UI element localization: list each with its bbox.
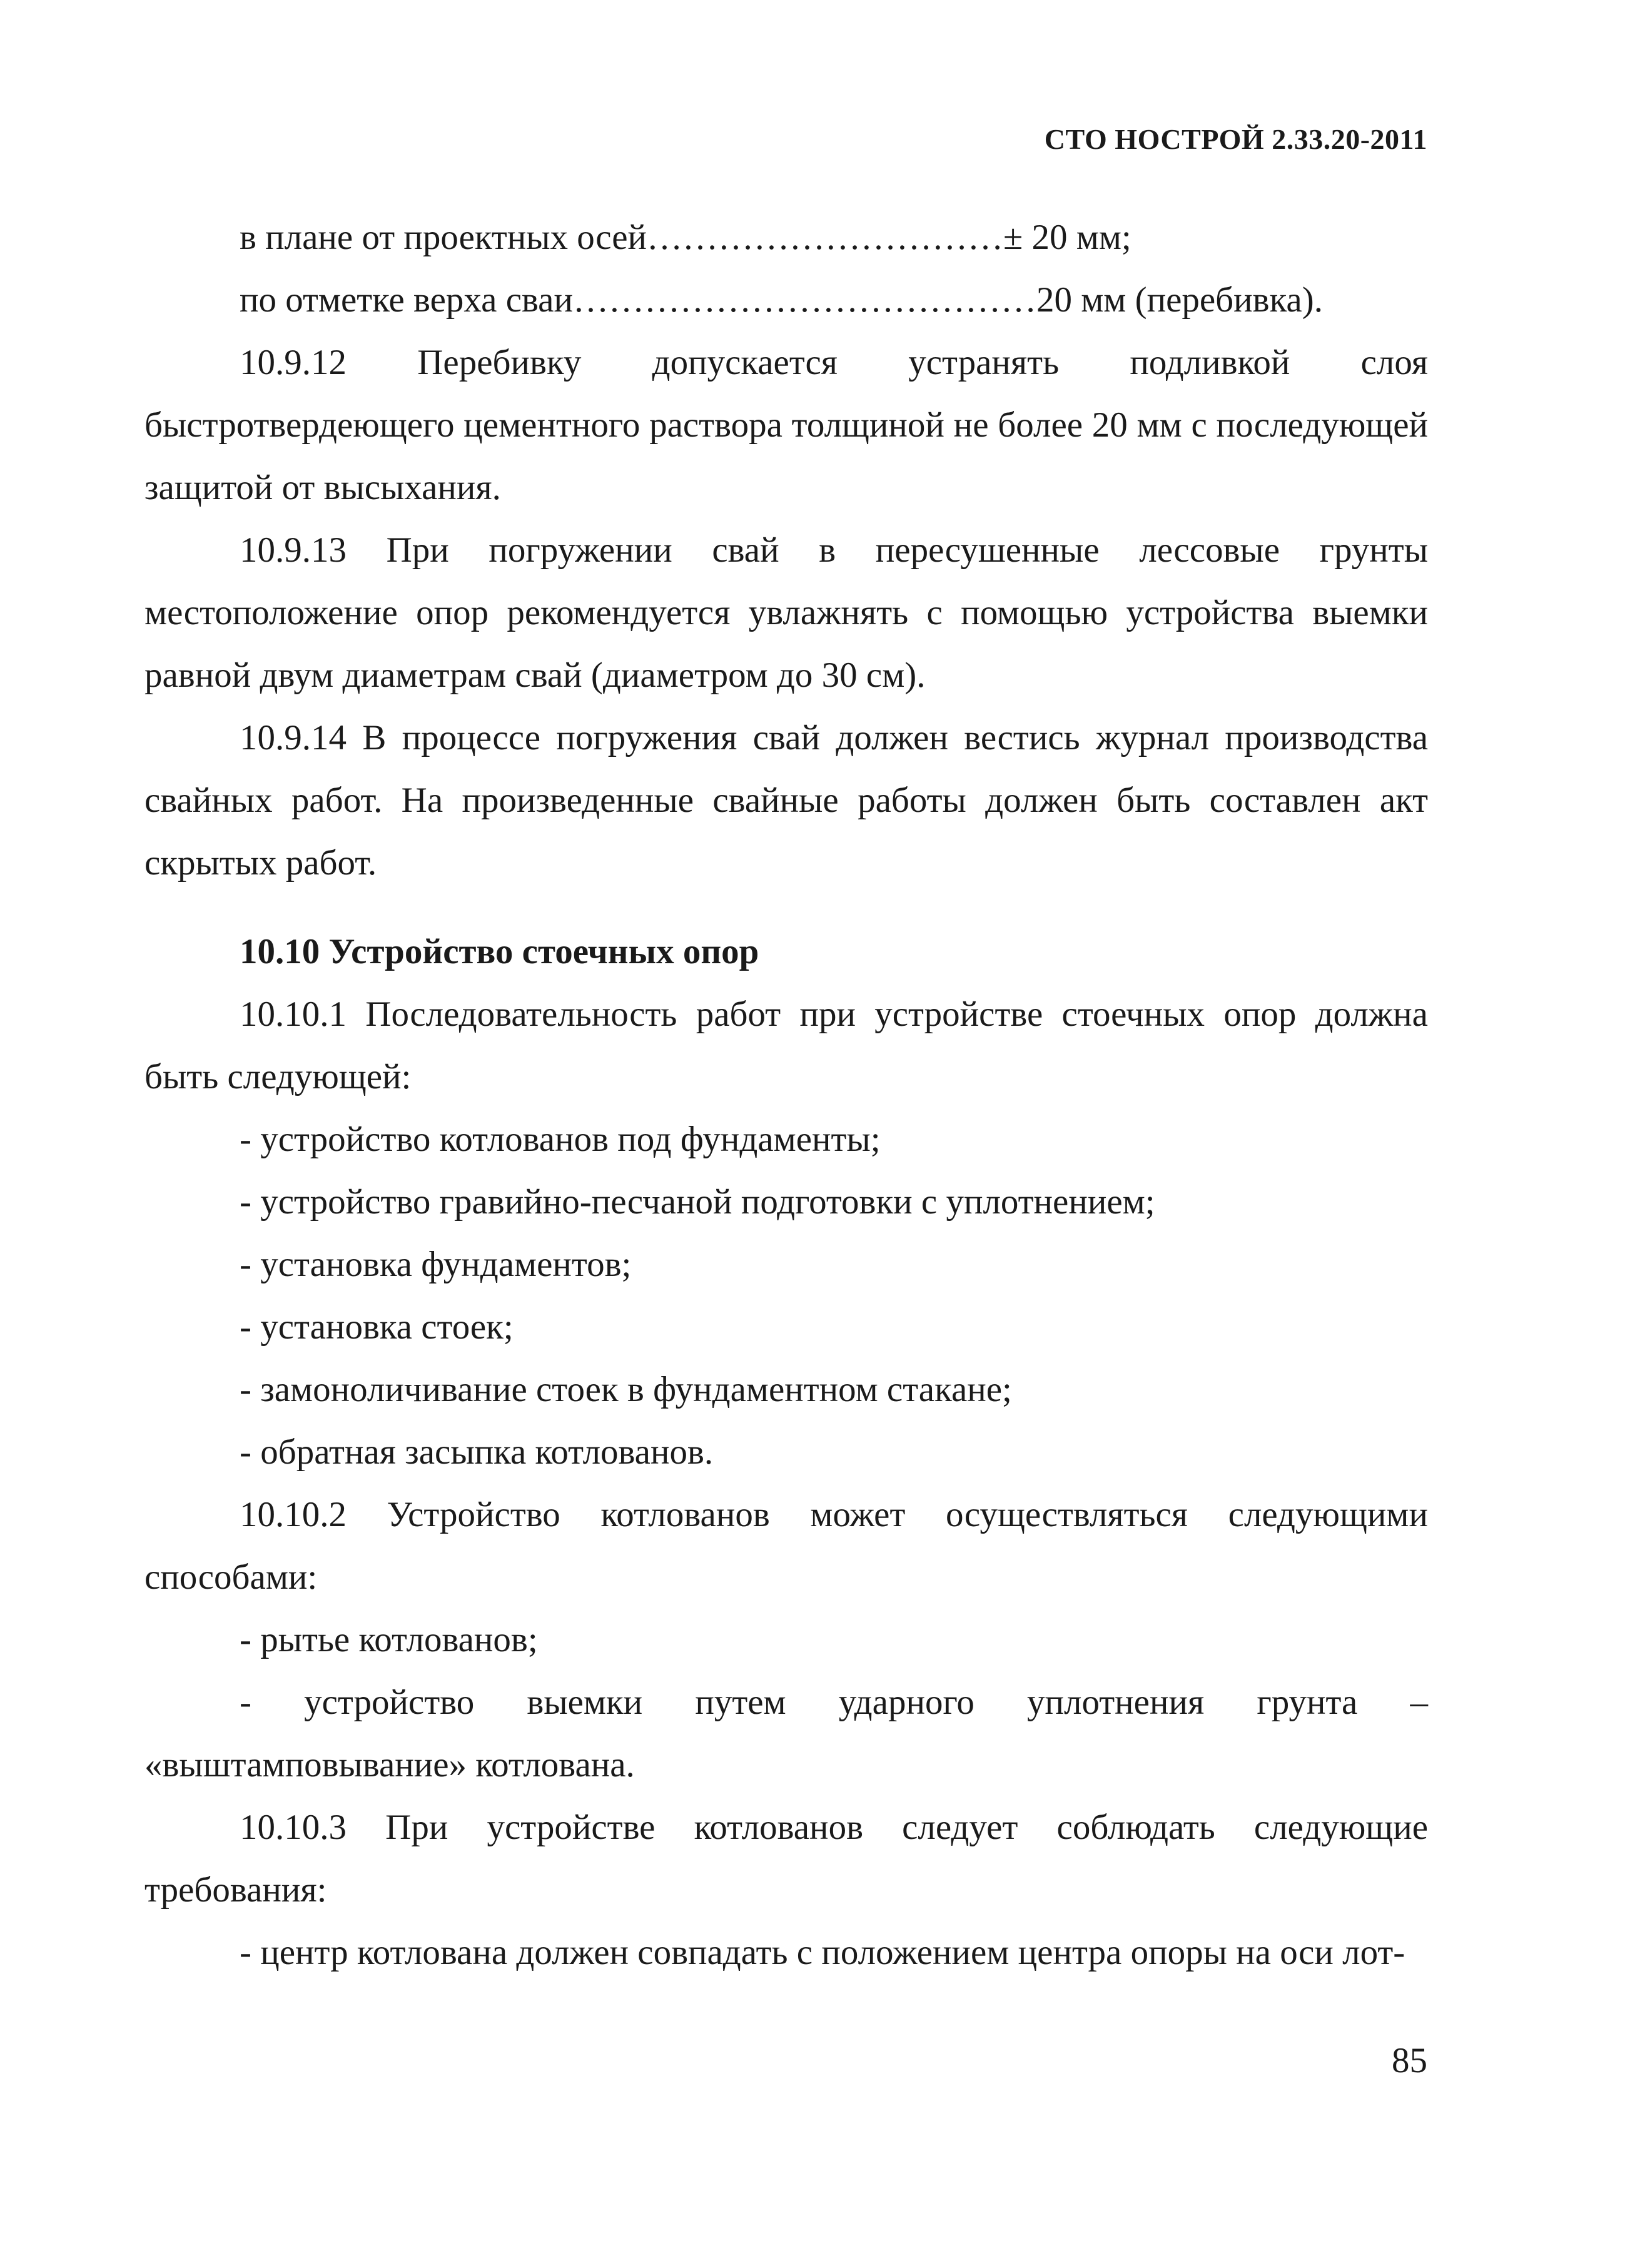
paragraph-10-10-1: 10.10.1 Последовательность работ при устройстве стоечных опор должна быть следующей: (144, 995, 1428, 1096)
list-item: - замоноличивание стоек в фундаментном стакане; (240, 1370, 1012, 1409)
list-item: - центр котлована должен совпадать с положением центра опоры на оси лот- (240, 1933, 1405, 1972)
list-item: - обратная засыпка котлованов. (240, 1432, 714, 1472)
list-item: - устройство выемки путем ударного уплотнения грунта – «выштамповывание» котлована. (144, 1683, 1428, 1785)
tolerance-plan-line: в плане от проектных осей…………………………± 20 мм; (240, 218, 1131, 257)
list-item: - рытье котлованов; (240, 1620, 538, 1659)
body-text (144, 206, 1428, 1984)
list-item: - установка стоек; (240, 1307, 514, 1347)
paragraph-10-9-14: 10.9.14 В процессе погружения свай должен вестись журнал производства свайных работ. На произведенные свайные работы должен быть составлен акт скрытых работ. (144, 718, 1428, 883)
paragraph-10-9-13: 10.9.13 При погружении свай в пересушенные лессовые грунты местоположение опор рекомендуется увлажнять с помощью устройства выемки равной двум диаметрам свай (диаметром до 30 см). (144, 530, 1428, 695)
paragraph-10-10-3: 10.10.3 При устройстве котлованов следует соблюдать следующие требования: (144, 1808, 1428, 1910)
tolerance-top-mark-line: по отметке верха сваи…………………………………20 мм (перебивка). (240, 280, 1323, 320)
paragraph-10-10-2: 10.10.2 Устройство котлованов может осуществляться следующими способами: (144, 1495, 1428, 1597)
list-item: - устройство гравийно-песчаной подготовки с уплотнением; (240, 1182, 1155, 1222)
document-code-header: СТО НОСТРОЙ 2.33.20-2011 (1044, 123, 1427, 155)
section-title-10-10: 10.10 Устройство стоечных опор (240, 932, 759, 971)
paragraph-10-9-12: 10.9.12 Перебивку допускается устранять подливкой слоя быстротвердеющего цементного раствора толщиной не более 20 мм с последующей защитой от высыхания. (144, 343, 1428, 507)
list-item: - устройство котлованов под фундаменты; (240, 1120, 881, 1159)
page-number: 85 (1392, 2041, 1427, 2080)
list-item: - установка фундаментов; (240, 1245, 632, 1284)
